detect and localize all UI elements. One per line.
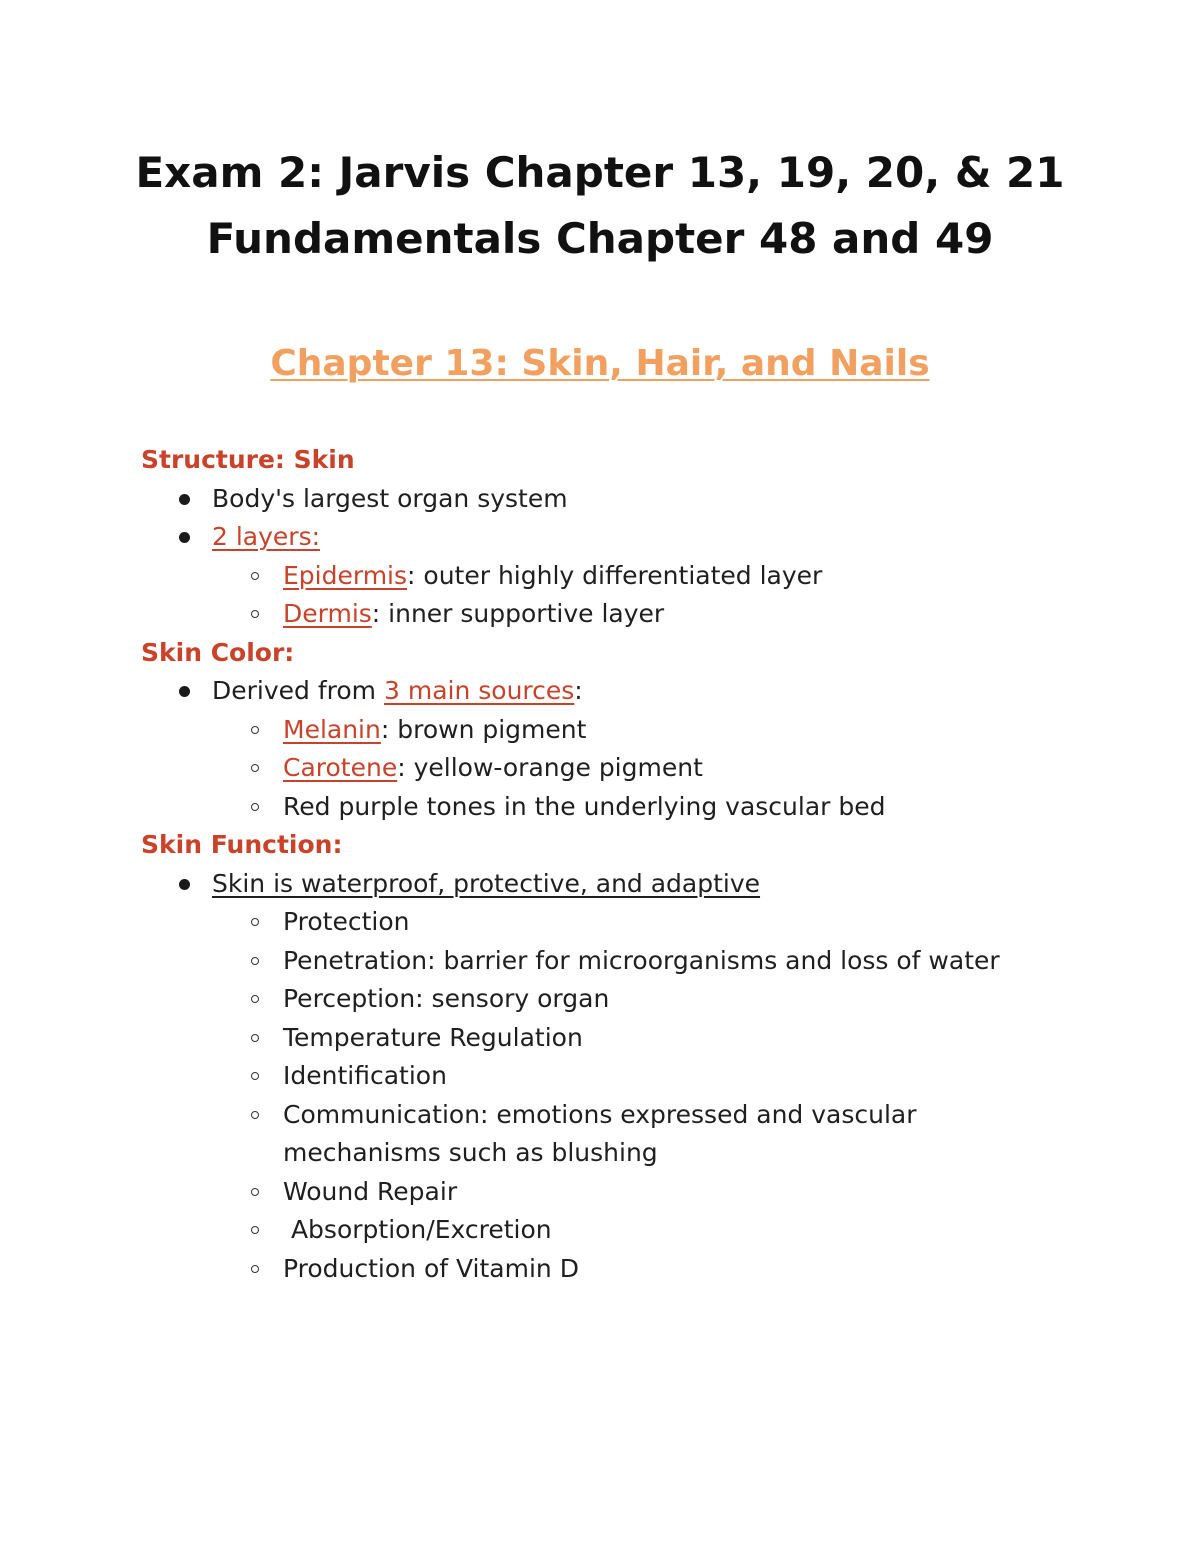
sub-list-item: [141, 557, 1041, 596]
sub-list-item: [141, 1211, 1041, 1250]
sub-item-text: : outer highly differentiated layer: [407, 560, 823, 590]
link-epidermis[interactable]: Epidermis: [283, 560, 408, 590]
list-item-text: Derived from: [212, 676, 384, 705]
list-item-line: [141, 518, 1041, 557]
list-item: [141, 672, 1041, 826]
hollow-bullet-icon: [251, 726, 259, 734]
sub-list-item: [141, 788, 1041, 827]
hollow-bullet-icon: [251, 1111, 259, 1119]
list-item-line: [141, 865, 1041, 904]
chapter-heading: Chapter 13: Skin, Hair, and Nails: [270, 343, 930, 384]
hollow-bullet-icon: [251, 610, 259, 618]
sub-item-text: Production of Vitamin D: [283, 1253, 579, 1283]
sub-list-item: [141, 711, 1041, 750]
sub-list-item: [141, 1250, 1041, 1289]
link-three-main-sources[interactable]: 3 main sources: [383, 676, 575, 705]
sub-list-item: [141, 1057, 1041, 1096]
hollow-bullet-icon: [251, 572, 259, 580]
link-two-layers[interactable]: 2 layers:: [212, 522, 321, 551]
notes-content: [141, 441, 1041, 1288]
bullet-icon: [179, 532, 190, 543]
functions-sublist: [141, 903, 1041, 1288]
hollow-bullet-icon: [251, 803, 259, 811]
section-heading-skin-function: Skin Function:: [141, 830, 343, 859]
sub-list-item: [141, 942, 1041, 981]
section-heading-skin-color: Skin Color:: [141, 637, 295, 667]
skin-function-list: [141, 865, 1041, 1289]
layers-sublist: [141, 557, 1041, 634]
bullet-icon: [179, 494, 190, 505]
list-item: [141, 518, 1041, 634]
structure-list: [141, 480, 1041, 634]
link-dermis[interactable]: Dermis: [283, 599, 372, 628]
sub-list-item: [141, 1019, 1041, 1058]
sub-list-item: [141, 1173, 1041, 1212]
sources-sublist: [141, 711, 1041, 827]
hollow-bullet-icon: [251, 918, 259, 926]
link-melanin[interactable]: Melanin: [283, 714, 381, 744]
hollow-bullet-icon: [251, 1265, 259, 1273]
sub-item-text: : brown pigment: [380, 714, 587, 744]
hollow-bullet-icon: [251, 1072, 259, 1080]
hollow-bullet-icon: [251, 995, 259, 1003]
sub-item-text: Identification: [283, 1061, 447, 1090]
document-title: [0, 140, 1200, 272]
title-line-1: Exam 2: Jarvis Chapter 13, 19, 20, & 21: [135, 148, 1065, 197]
bullet-icon: [179, 686, 190, 697]
sub-item-text: : inner supportive layer: [371, 599, 665, 628]
sub-item-text: Penetration: barrier for microorganisms and loss of water: [283, 945, 1000, 975]
hollow-bullet-icon: [251, 957, 259, 965]
bullet-icon: [179, 879, 190, 890]
sub-list-item: [141, 749, 1041, 788]
list-item-text: Body's largest organ system: [212, 483, 568, 513]
hollow-bullet-icon: [251, 1034, 259, 1042]
sub-item-text: : yellow-orange pigment: [397, 753, 703, 782]
title-line-2: Fundamentals Chapter 48 and 49: [206, 214, 994, 263]
list-item-line: [141, 672, 1041, 711]
list-item: [141, 865, 1041, 1289]
list-item: [141, 480, 1041, 519]
hollow-bullet-icon: [251, 764, 259, 772]
sub-item-text: Red purple tones in the underlying vascular bed: [283, 791, 886, 821]
sub-item-text: Communication: emotions expressed and vascular mechanisms such as blushing: [283, 1099, 917, 1167]
hollow-bullet-icon: [251, 1226, 259, 1234]
sub-list-item: [141, 903, 1041, 942]
sub-item-text: Absorption/Excretion: [283, 1215, 552, 1244]
sub-list-item: [141, 1096, 1041, 1173]
sub-item-text: Temperature Regulation: [283, 1022, 583, 1052]
hollow-bullet-icon: [251, 1188, 259, 1196]
sub-item-text: Protection: [283, 907, 410, 936]
skin-color-list: [141, 672, 1041, 826]
sub-item-text: Wound Repair: [283, 1176, 458, 1206]
sub-list-item: [141, 980, 1041, 1019]
link-carotene[interactable]: Carotene: [283, 753, 398, 782]
list-item-text: Skin is waterproof, protective, and adaptive: [212, 868, 761, 898]
sub-item-text: Perception: sensory organ: [283, 984, 610, 1013]
section-heading-structure: Structure: Skin: [141, 445, 355, 474]
list-item-text: :: [574, 676, 583, 705]
sub-list-item: [141, 595, 1041, 634]
